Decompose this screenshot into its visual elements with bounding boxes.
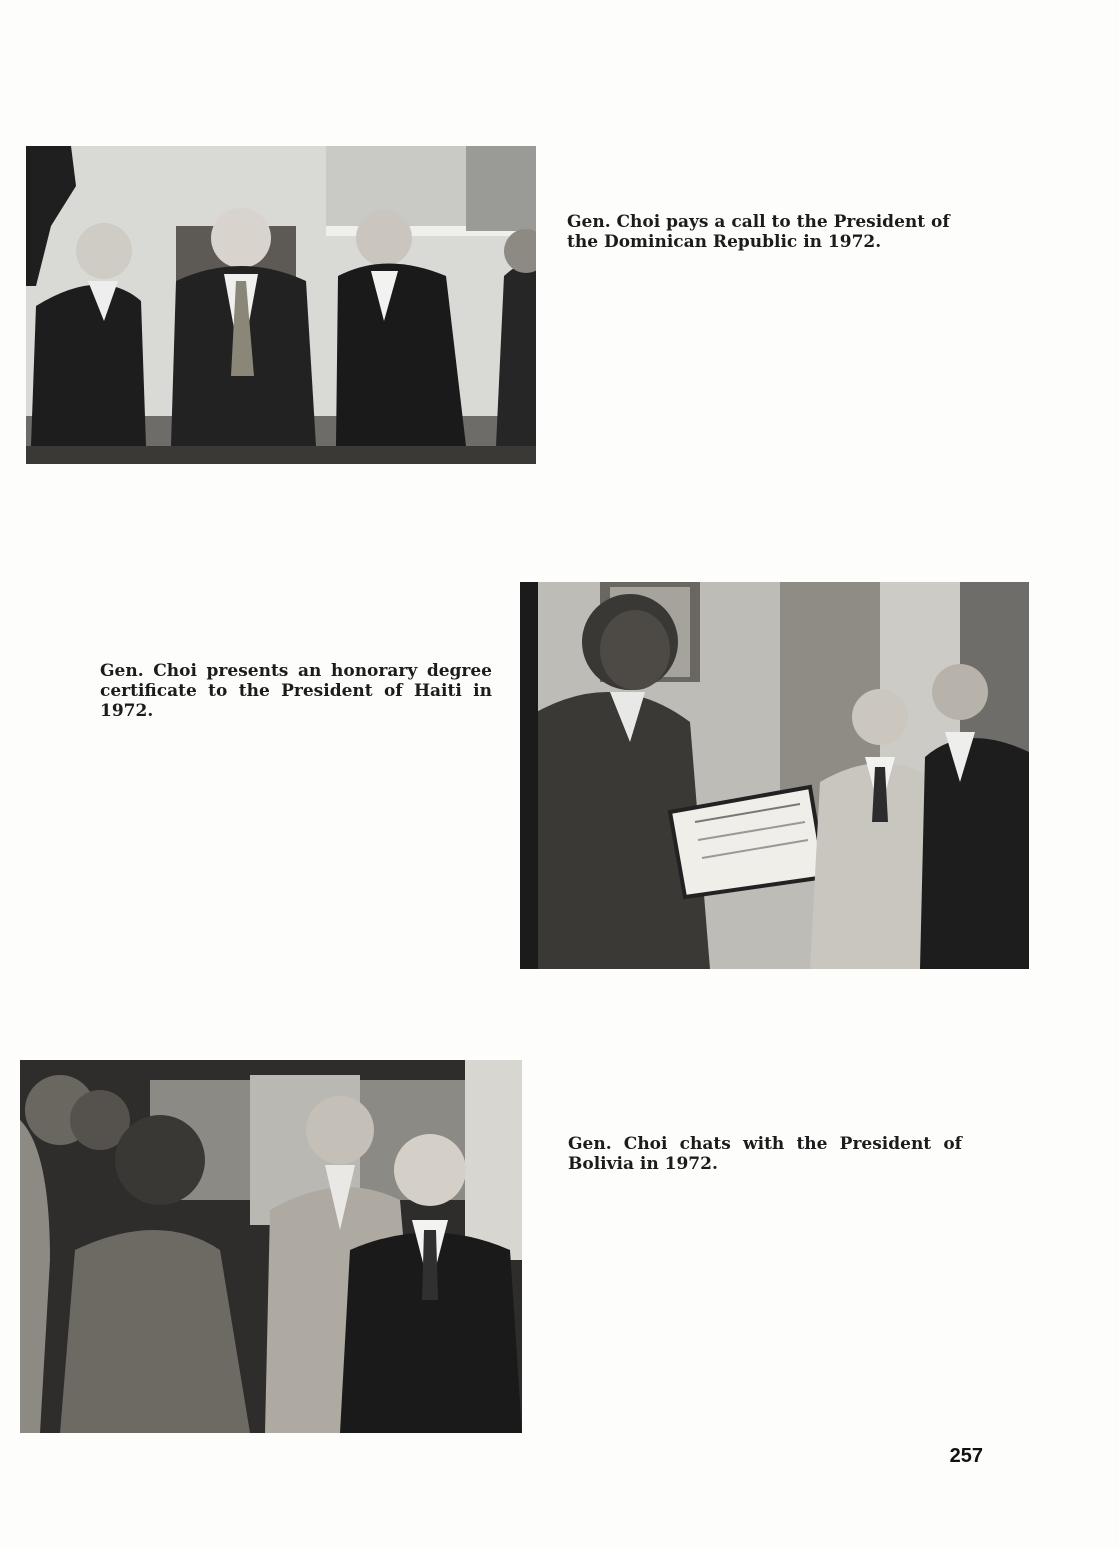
photo-caption: Gen. Choi presents an honorary degree certificate to the President of Haiti in 1972.: [100, 661, 492, 721]
photo-certificate-presentation: [520, 582, 1029, 969]
photo-caption: Gen. Choi pays a call to the President of the Dominican Republic in 1972.: [567, 212, 950, 252]
page-number: 257: [949, 1445, 983, 1467]
photo-conversation: [20, 1060, 522, 1433]
photo-seated-officials: [26, 146, 536, 464]
photo-caption: Gen. Choi chats with the President of Bolivia in 1972.: [568, 1134, 962, 1174]
